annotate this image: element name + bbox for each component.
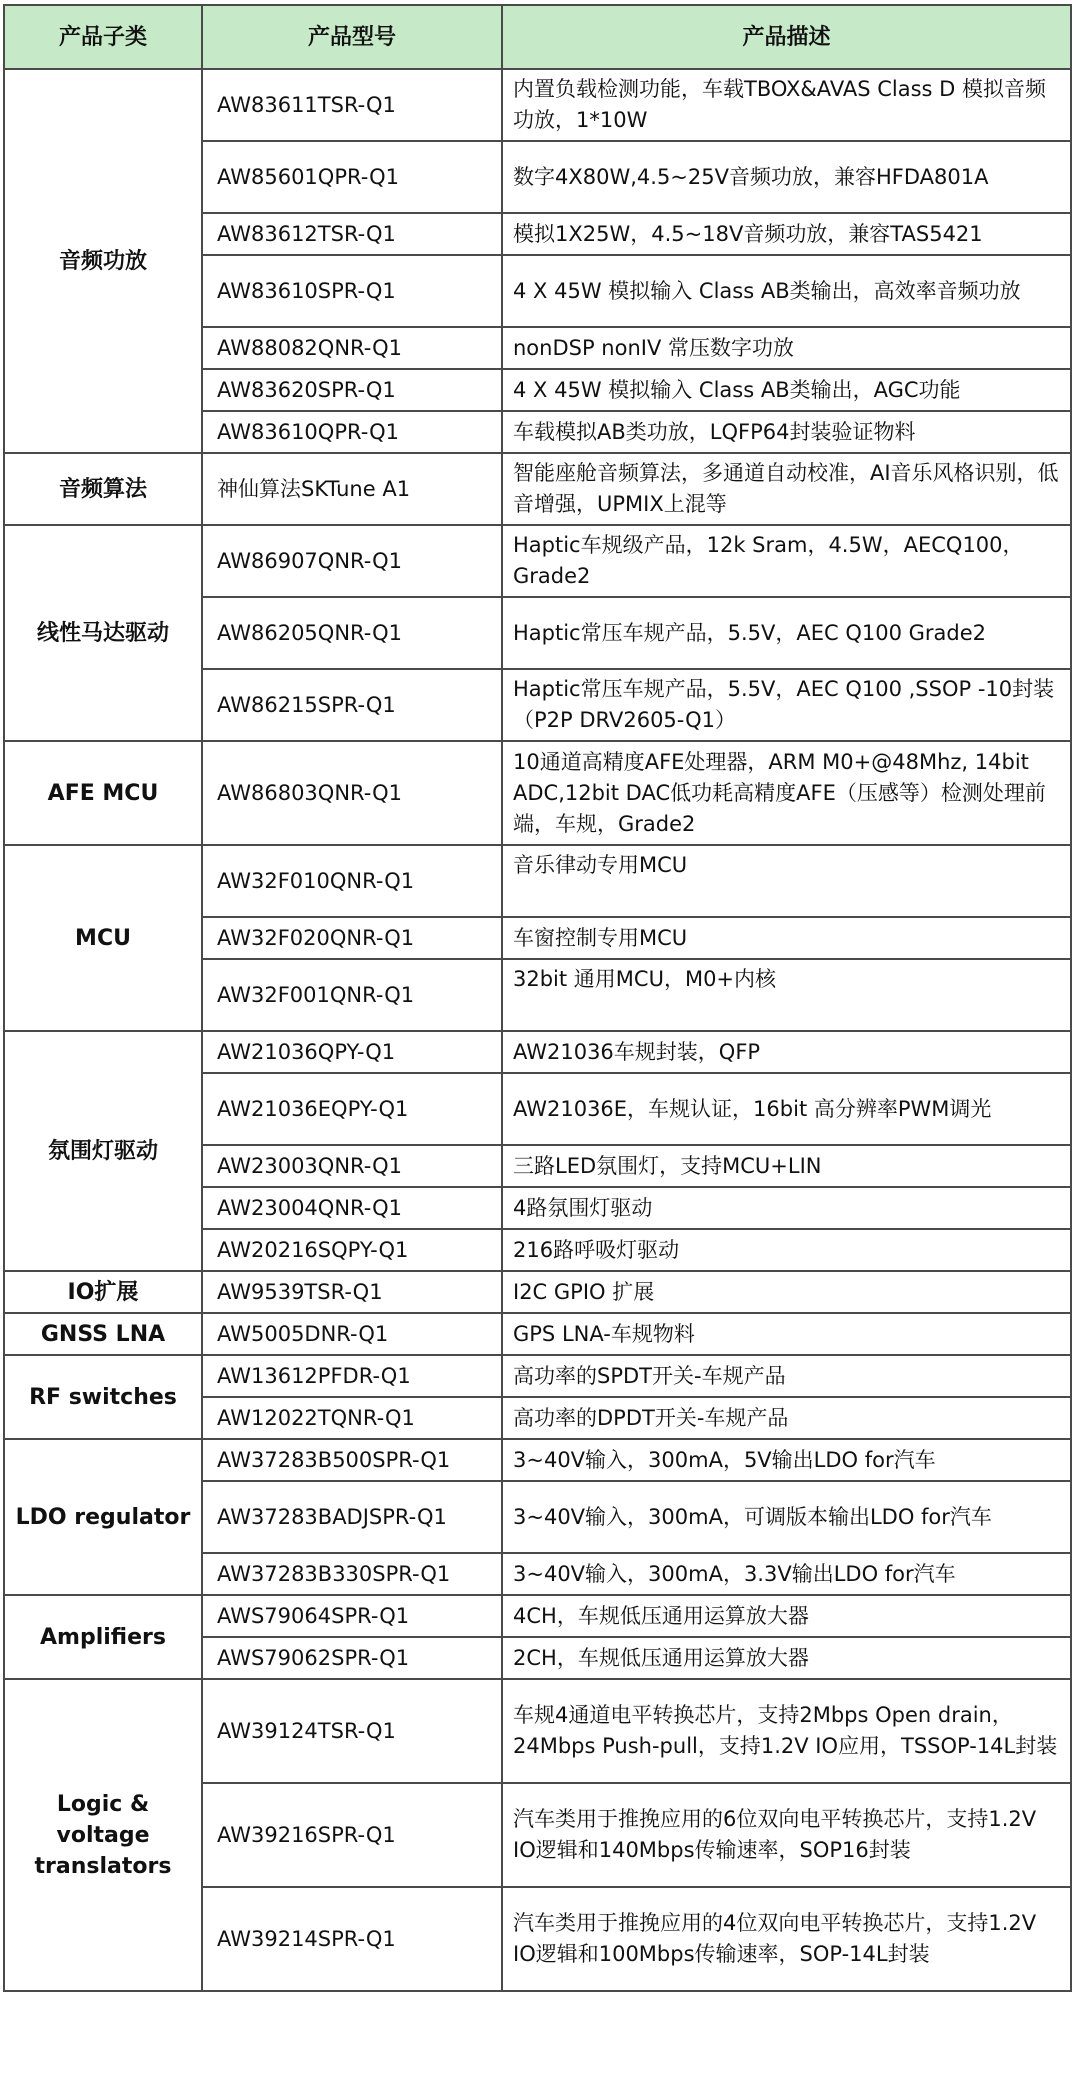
description-cell: AW21036E，车规认证，16bit 高分辨率PWM调光 bbox=[502, 1073, 1071, 1145]
table-row bbox=[4, 1439, 1071, 1481]
model-cell: AW32F001QNR-Q1 bbox=[202, 959, 502, 1031]
model-cell: AW13612PFDR-Q1 bbox=[202, 1355, 502, 1397]
description-cell: AW21036车规封装，QFP bbox=[502, 1031, 1071, 1073]
model-cell: AW21036QPY-Q1 bbox=[202, 1031, 502, 1073]
model-cell: AW86907QNR-Q1 bbox=[202, 525, 502, 597]
table-row bbox=[4, 525, 1071, 597]
table-row bbox=[4, 453, 1071, 525]
model-cell: AW86803QNR-Q1 bbox=[202, 741, 502, 845]
description-cell: 高功率的SPDT开关-车规产品 bbox=[502, 1355, 1071, 1397]
model-cell: AWS79064SPR-Q1 bbox=[202, 1595, 502, 1637]
category-cell: GNSS LNA bbox=[4, 1313, 202, 1355]
model-cell: AW39216SPR-Q1 bbox=[202, 1783, 502, 1887]
description-cell: Haptic常压车规产品，5.5V，AEC Q100 Grade2 bbox=[502, 597, 1071, 669]
description-cell: 模拟1X25W，4.5~18V音频功放，兼容TAS5421 bbox=[502, 213, 1071, 255]
description-cell: 音乐律动专用MCU bbox=[502, 845, 1071, 917]
description-cell: 智能座舱音频算法，多通道自动校准，AI音乐风格识别，低音增强，UPMIX上混等 bbox=[502, 453, 1071, 525]
table-row bbox=[4, 1313, 1071, 1355]
model-cell: AW37283B500SPR-Q1 bbox=[202, 1439, 502, 1481]
model-cell: AW9539TSR-Q1 bbox=[202, 1271, 502, 1313]
description-cell: 32bit 通用MCU，M0+内核 bbox=[502, 959, 1071, 1031]
category-cell: LDO regulator bbox=[4, 1439, 202, 1595]
table-row bbox=[4, 845, 1071, 917]
model-cell: AW39214SPR-Q1 bbox=[202, 1887, 502, 1991]
description-cell: 2CH，车规低压通用运算放大器 bbox=[502, 1637, 1071, 1679]
model-cell: AW39124TSR-Q1 bbox=[202, 1679, 502, 1783]
description-cell: 4 X 45W 模拟输入 Class AB类输出，高效率音频功放 bbox=[502, 255, 1071, 327]
model-cell: AW85601QPR-Q1 bbox=[202, 141, 502, 213]
model-cell: AW32F010QNR-Q1 bbox=[202, 845, 502, 917]
category-cell: 氛围灯驱动 bbox=[4, 1031, 202, 1271]
table-row bbox=[4, 1679, 1071, 1783]
description-cell: 车规4通道电平转换芯片，支持2Mbps Open drain，24Mbps Push-pull，支持1.2V IO应用，TSSOP-14L封装 bbox=[502, 1679, 1071, 1783]
table-row bbox=[4, 69, 1071, 141]
description-cell: Haptic常压车规产品，5.5V，AEC Q100 ,SSOP -10封装（P2P DRV2605-Q1） bbox=[502, 669, 1071, 741]
model-cell: AW37283B330SPR-Q1 bbox=[202, 1553, 502, 1595]
model-cell: AW37283BADJSPR-Q1 bbox=[202, 1481, 502, 1553]
category-cell: AFE MCU bbox=[4, 741, 202, 845]
model-cell: AW86215SPR-Q1 bbox=[202, 669, 502, 741]
model-cell: AW12022TQNR-Q1 bbox=[202, 1397, 502, 1439]
description-cell: nonDSP nonIV 常压数字功放 bbox=[502, 327, 1071, 369]
model-cell: AW83612TSR-Q1 bbox=[202, 213, 502, 255]
model-cell: AW83610QPR-Q1 bbox=[202, 411, 502, 453]
description-cell: 4 X 45W 模拟输入 Class AB类输出，AGC功能 bbox=[502, 369, 1071, 411]
model-cell: AW32F020QNR-Q1 bbox=[202, 917, 502, 959]
model-cell: AW83611TSR-Q1 bbox=[202, 69, 502, 141]
description-cell: 高功率的DPDT开关-车规产品 bbox=[502, 1397, 1071, 1439]
header-category: 产品子类 bbox=[4, 5, 202, 69]
description-cell: 10通道高精度AFE处理器，ARM M0+@48Mhz, 14bit ADC,12bit DAC低功耗高精度AFE（压感等）检测处理前端，车规，Grade2 bbox=[502, 741, 1071, 845]
description-cell: GPS LNA-车规物料 bbox=[502, 1313, 1071, 1355]
model-cell: AW86205QNR-Q1 bbox=[202, 597, 502, 669]
table-row bbox=[4, 741, 1071, 845]
description-cell: 三路LED氛围灯，支持MCU+LIN bbox=[502, 1145, 1071, 1187]
description-cell: 内置负载检测功能，车载TBOX&AVAS Class D 模拟音频功放，1*10W bbox=[502, 69, 1071, 141]
description-cell: 3~40V输入，300mA，3.3V输出LDO for汽车 bbox=[502, 1553, 1071, 1595]
category-cell: 音频算法 bbox=[4, 453, 202, 525]
description-cell: 216路呼吸灯驱动 bbox=[502, 1229, 1071, 1271]
table-row bbox=[4, 1355, 1071, 1397]
description-cell: 数字4X80W,4.5~25V音频功放，兼容HFDA801A bbox=[502, 141, 1071, 213]
description-cell: 4CH，车规低压通用运算放大器 bbox=[502, 1595, 1071, 1637]
category-cell: Amplifiers bbox=[4, 1595, 202, 1679]
category-cell: 音频功放 bbox=[4, 69, 202, 453]
product-table bbox=[3, 4, 1072, 1992]
description-cell: 汽车类用于推挽应用的4位双向电平转换芯片，支持1.2V IO逻辑和100Mbps传输速率，SOP-14L封装 bbox=[502, 1887, 1071, 1991]
category-cell: MCU bbox=[4, 845, 202, 1031]
description-cell: 4路氛围灯驱动 bbox=[502, 1187, 1071, 1229]
category-cell: IO扩展 bbox=[4, 1271, 202, 1313]
model-cell: AW83620SPR-Q1 bbox=[202, 369, 502, 411]
table-header-row bbox=[4, 5, 1071, 69]
description-cell: Haptic车规级产品，12k Sram，4.5W，AECQ100，Grade2 bbox=[502, 525, 1071, 597]
description-cell: 车载模拟AB类功放，LQFP64封装验证物料 bbox=[502, 411, 1071, 453]
model-cell: AW20216SQPY-Q1 bbox=[202, 1229, 502, 1271]
category-cell: RF switches bbox=[4, 1355, 202, 1439]
model-cell: AW23004QNR-Q1 bbox=[202, 1187, 502, 1229]
description-cell: 汽车类用于推挽应用的6位双向电平转换芯片，支持1.2V IO逻辑和140Mbps传输速率，SOP16封装 bbox=[502, 1783, 1071, 1887]
description-cell: 车窗控制专用MCU bbox=[502, 917, 1071, 959]
description-cell: 3~40V输入，300mA，可调版本输出LDO for汽车 bbox=[502, 1481, 1071, 1553]
model-cell: AW21036EQPY-Q1 bbox=[202, 1073, 502, 1145]
model-cell: AW83610SPR-Q1 bbox=[202, 255, 502, 327]
model-cell: AW5005DNR-Q1 bbox=[202, 1313, 502, 1355]
header-description: 产品描述 bbox=[502, 5, 1071, 69]
model-cell: AW88082QNR-Q1 bbox=[202, 327, 502, 369]
description-cell: I2C GPIO 扩展 bbox=[502, 1271, 1071, 1313]
model-cell: 神仙算法SKTune A1 bbox=[202, 453, 502, 525]
model-cell: AWS79062SPR-Q1 bbox=[202, 1637, 502, 1679]
header-model: 产品型号 bbox=[202, 5, 502, 69]
model-cell: AW23003QNR-Q1 bbox=[202, 1145, 502, 1187]
category-cell: 线性马达驱动 bbox=[4, 525, 202, 741]
table-row bbox=[4, 1595, 1071, 1637]
category-cell: Logic & voltage translators bbox=[4, 1679, 202, 1991]
table-row bbox=[4, 1271, 1071, 1313]
table-row bbox=[4, 1031, 1071, 1073]
description-cell: 3~40V输入，300mA，5V输出LDO for汽车 bbox=[502, 1439, 1071, 1481]
